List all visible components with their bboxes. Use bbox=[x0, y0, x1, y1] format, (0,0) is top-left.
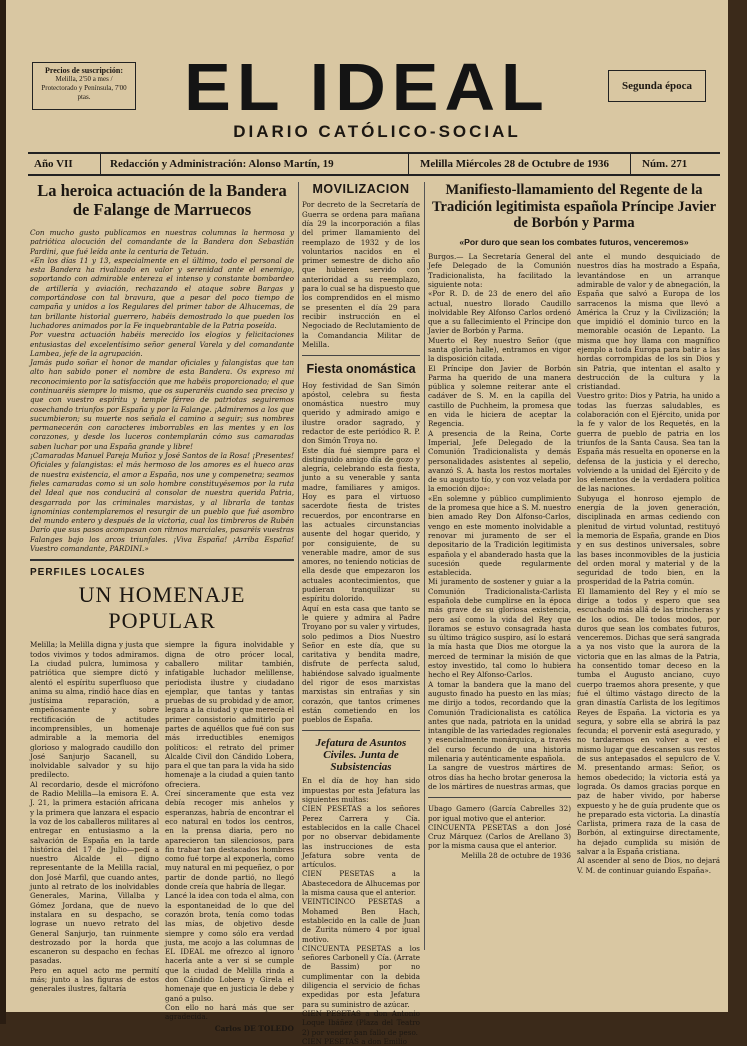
article-divider bbox=[428, 797, 571, 798]
fine-item: CIEN PESETAS a don Antonio Loque Ibáñez (Plaza del Teatro 2) por vender pan fallo de peso. bbox=[302, 1008, 420, 1037]
info-divider bbox=[408, 154, 409, 174]
article-paragraph: Hoy festividad de San Simón apóstol, celebra su fiesta onomástica nuestro muy querido y admirado amigo e ilustre orador sagrado, y redactor de este periódico R. P. don Simón Troya no. bbox=[302, 380, 420, 446]
newspaper-title: EL IDEAL bbox=[184, 49, 550, 125]
headline-manifiesto: Manifiesto-llamamiento del Regente de la Tradición legitimista española Príncipe Javier de Borbón y Parma bbox=[431, 182, 717, 232]
article-paragraph: ¡Camaradas Manuel Pareja Muñoz y José Santos de la Rosa! ¡Presentes! Oficiales y falangistas: el más hermoso de los amores es el hueco aras de nuestra existencia, el amor a España, nos une y compenetra; seamos fieles camaradas como si un solo hombre constituyésemos por la ruta del Ideal que nos conducirá al consolar de nuestra querida Patria, desgarrada por las criminales marxistas, y al librarla de tantas ignominias contemplaremos el resurgir de un pueblo que fué asombro del mundo entero y después de la victoria, cual los timbreros de Rubén Darío que sus pasos acompasan con ritmos marciales, pasaréis vuestras Falanges bajo los arcos triunfales. ¡Viva España! ¡Arriba España! Vuestro comandante, PARDINI.» bbox=[30, 451, 294, 554]
subscription-box bbox=[32, 62, 136, 110]
article-paragraph: Creí sinceramente que esta vez debía recoger mis anhelos y esperanzas, habría de encontrar el eco natural en todos los centros, en la prensa diaria, pero no aparecieron tan silenciosos, para fin trabar tan destacados hombres como fué torpe al exponerla, como muy natural en mi pequeñez, o por partir de donde partió, no llegó donde creía que habría de llegar. bbox=[165, 789, 294, 892]
manifiesto-columns bbox=[428, 252, 720, 875]
column-rule bbox=[424, 182, 425, 950]
fine-item: CINCUENTA PESETAS a los señores Carbonell y Cía. (Arrate de Bassim) por no cumplimentar con la debida diligencia el servicio de fichas expedidas por esta Jefatura para su suministro de azúcar. bbox=[302, 943, 420, 1009]
article-paragraph: El Príncipe don Javier de Borbón Parma ha querido de una manera pública y solemne reiterar ante el cadáver de S. M. en la capilla del castillo de Puchheim, la promesa que en vida le hiciera de aceptar la Regencia. bbox=[428, 363, 571, 429]
article-paragraph: Al recordario, desde el micrófono de Radio Melilla—la emisora E. A. J. 21, la primera estación africana y la primera que lanzara el espacio la voz de los caballeros militares al entregar en entusiasmo a la salvación de España en la tarde histórica del 17 de Julio—pedí a nuestro Alcalde el digno representante de la Melilla racial, don José Marfil, que cuando antes, junto al retrato de los inolvidables Generales, Marina, Villalba y Gómez Jordana, que de nuevo instalara en su despacho, se lograse un nuevo retrato del General Sanjurjo, tan ruinmente destrozado por la horda que escaneron su despacho en fechas pasadas. bbox=[30, 779, 159, 966]
article-paragraph: La sangre de vuestros mártires de otros días ha hecho brotar generosa la de los mártires de nuestras armas, que bbox=[428, 763, 571, 791]
article-paragraph: En el día de hoy han sido impuestas por esta Jefatura las siguientes multas: bbox=[302, 776, 420, 805]
fine-item: CIEN PESETAS a don Emilio bbox=[302, 1036, 407, 1046]
article-paragraph: Mi juramento de sostener y guiar a la Comunión Tradicionalista-Carlista española debe cumplirse en la época más grave de su gloriosa existencia, pero así como la vida del Rey que lloramos se estuvo consagrada hasta su último trágico suspiro, así lo estará la mía hasta que Dios me otorgue la merced de terminar la misión de que estoy investido, tal como lo hubiera hecho el Rey Alfonso-Carlos. bbox=[428, 577, 571, 680]
article-paragraph: Al ascender al seno de Dios, no dejará V. M. de continuar guiando España». bbox=[577, 856, 720, 875]
info-bar bbox=[28, 152, 720, 176]
column-right bbox=[428, 182, 720, 952]
subscription-title: Precios de suscripción: bbox=[44, 66, 124, 75]
issue-number: Núm. 271 bbox=[642, 158, 688, 170]
newspaper-subtitle: DIARIO CATÓLICO-SOCIAL bbox=[233, 122, 521, 141]
article-paragraph: siempre la figura inolvidable y digna de otro prócer local, caballero militar también, infatigable luchador melillense, periodista ilustre y ciudadano ejemplar, que tantas y tantas pruebas de su probidad y de amor, legara a la ciudad y que merecía el primer consistorio admitirlo por partes de aquéllos que fué con sus más irreductibles enemigos políticos: el retrato del primer Alcalde Civil don Cándido Lobera, para el que tan para la vida ha sido homenaje a la ciudad a quien tanto ofreciera. bbox=[165, 640, 294, 789]
fine-item: CINCUENTA PESETAS a don José Cruz Márquez (Carlos de Arellano 3) por la misma causa que el anterior. bbox=[428, 822, 571, 851]
article-paragraph: El llamamiento del Rey y el mío se dirige a todos y espero que sea escuchado más allá de las trincheras y de los odios. De todos modos, por duros que sean los combates futuros, venceremos. Dichas que será sangrada a ya nos visto que la aurora de la victoria que en las almas de la Patria, ha consentido tomar deceso en la tumba el Augusto anciano, cuyo cuerpo traemos ahora presente, y que fué el último vástago directo de la gran dinastía Carlista de los legítimos Reyes de España. La victoria es ya segura, y sobre ella se abrirá la paz fecunda; el porvenir está asegurado, y no tardaremos en volver a ver el mismo lugar que descansen sus restos de sus antepasados el sepulcro de V. M. presentando armas: Señor, os hemos obedecido; la victoria está ya lograda. Os damos gracias porque en paz de haber vivido, por haberse expuesto y he de guía prudente que os he preparado esta victoria. La dinastía Carlista, primera raza de la casa de Borbón, al extinguirse directamente, ha dejado cumplida su misión de salvar a la España cristiana. bbox=[577, 586, 720, 857]
article-paragraph: Subyuga el honroso ejemplo de energía de la joven generación, disciplinada en armas cediendo con plenitud de virtud voluntad, restituyó la memoria de España, grande en Dios y en sus destinos universales, sobre las bases inconmovibles de la justicia del orden moral y material y de la seguridad de todo bien, en la prosperidad de la Patria común. bbox=[577, 493, 720, 587]
article-paragraph: Pero en aquel acto me permití más; junto a las figuras de estos generales ilustres, faltaría bbox=[30, 965, 159, 994]
info-divider bbox=[100, 154, 101, 174]
article-paragraph: Melilla; la Melilla digna y justa que todos vivimos y todos admiramos. La ciudad pulcra, lumimosa y patriótica que siempre dictó y alentó el espíritu superfluoso que anima su alma, rindió hace días en justísima reparación, a empeñosamente y sobre rectificación de actitudes incomprensibles, un homenaje admirable a la memoria del glorioso y malogrado caudillo don José Sanjurjo Sacanell, su inolvidable salvador y su hijo predilecto. bbox=[30, 640, 159, 780]
article-paragraph: Con ello no hará más que ser agradecida. bbox=[165, 1002, 294, 1022]
article-paragraph: Aquí en esta casa que tanto se le quiere y admira al Padre Troyano por su valer y virtudes, solo pedimos a Dios Nuestro Señor en este día, que su caritativa y bendita madre, disfrute de perfecta salud, habiéndose salvado igualmente del rigor de esos marxistas marxistas sin entrañas y sin corazón, que tantos crímenes están cometiendo en los pueblos de España. bbox=[302, 603, 420, 725]
fine-item: Ubago Gamero (García Cabrelles 32) por igual motivo que el anterior. bbox=[428, 804, 571, 823]
article-paragraph: Jamás pudo soñar el honor de mandar oficiales y falangistas que tan alto han sabido poner el nombre de esta Bandera. Os expreso mi reconocimiento por la satisfacción que me habéis proporcionado; el que continuaréis siempre lo mismo, que os superaréis cuando sea preciso y que con vuestro espíritu y temple férreo de patriotas seguiremos cosechando triunfos por España y por la Falange. ¡Admiremos a los que sucumbieron; su muerte nos señala el camino a seguir; sus nombres permanecerán con caracteres imborrables en las mentes y en los corazones, y desde los luceros contemplarán cómo sus camaradas saben luchar por una España grande y libre! bbox=[30, 358, 294, 451]
article-paragraph: Por decreto de la Secretaría de Guerra se ordena para mañana día 29 la incorporación a filas del primer llamamiento del reemplazo de 1932 y de los voluntarios nacidos en el primer semestre de dicho año que hubieren servido con anterioridad a su reemplazo, para lo cual se ha dispuesto que los comprendidos en el mismo se presenten el día 29 para recibir instrucción en el Negociado de Reclutamiento de la Comandancia Militar de Melilla. bbox=[302, 200, 420, 349]
subscription-text: Melilla, 2'50 a mes / Protectorado y Península, 7'00 ptas. bbox=[41, 75, 127, 101]
headline-jefatura: Jefatura de Asuntos Civiles. Junta de Subsistencias bbox=[315, 737, 407, 774]
article-paragraph: A tomar la bandera que la mano del augusto finado ha puesto en las mías; me dirijo a todos, recordando que la Comunión Tradicionalista es católica antes que nada, patriota en la unidad intangible de las variedades regionales y esencialmente monárquica, a través del curso fecundo de una historia milenaria y auténticamente española. bbox=[428, 679, 571, 764]
column-rule bbox=[298, 182, 299, 950]
address-label: Redacción y Administración: Alonso Martín, 19 bbox=[110, 158, 334, 170]
headline-fiesta: Fiesta onomástica bbox=[306, 362, 416, 377]
article-paragraph: Este día fué siempre para el distinguido amigo día de gozo y alegría, celebrando esta fiesta, junto a su venerable y santa madre, familiares y amigos. Hoy es para el virtuoso sacerdote fiesta de tristes recuerdos, por encontrarse en las actuales circunstancias ausente del hogar querido, y por consiguiente, de su venerable madre, amor de sus amores, no teniendo noticias de ella desde que empezaron los actuales acontecimientos, que pudieran tranquilizar su espíritu dolorido. bbox=[302, 445, 420, 604]
article-divider bbox=[302, 355, 420, 356]
fine-item: VEINTICINCO PESETAS a Mohamed Ben Hach, establecido en la calle de Juan de Zurita número 4 por igual motivo. bbox=[302, 897, 420, 944]
dateline: Melilla 28 de octubre de 1936 bbox=[461, 850, 571, 860]
article-paragraph: Por vuestra actuación habéis merecido los elogios y felicitaciones entusiastas del excelentísimo señor general Varela y del comandante Lambea, jefe de la agrupación. bbox=[30, 330, 294, 358]
column-left bbox=[30, 181, 294, 1033]
article-paragraph: «En los días 11 y 13, especialmente en el último, todo el personal de esta Bandera ha rivalizado en valor y serenidad ante el enemigo, soportando con admirable entereza el intenso y constante bombardeo de artillería y aviación, rechazando el ataque sobre Bargas y comportándose con tal bravura, que a pesar del poco tiempo de campaña y unidos a los Regulares del primer tabor de Alhucemas, de tan brillante historial guerrero, habéis demostrado lo que pueden los luchadores animados por la Fe inquebrantable de la Patria poseída. bbox=[30, 255, 294, 330]
article-paragraph: «Por R. D. de 23 de enero del año actual, nuestro llorado Caudillo inolvidable Rey Alfonso Carlos ordenó que a su fallecimiento el Príncipe don Javier de Borbón y Parma. bbox=[428, 289, 571, 336]
article-paragraph: Lancé la idea con toda el alma, con la espontaneidad de lo que del corazón brota, tenía como todas las mías, de objetivo desde siempre y como sólo era verdad justa, me acojo a las columnas de EL IDEAL me ofrezco al ignoro hacerla ante a ver si se cumple que la ciudad de Melilla rinda a don Cándido Lobera y Girela el homenaje que en justicia le debe y ganó a pulso. bbox=[165, 891, 294, 1003]
article-paragraph: ante el mundo desquiciado de nuestros días ha mostrado a España, levantándose en un arranque admirable de valor y de abnegación, la España que salvó a Europa de los sarracenos la misma que llevó a América la Cruz y la Civilización; la que impidió el dominio turco en la memorable ocasión de Lepanto. La misma que hoy llama con magnífico ejemplo a toda Europa para batir a las hordas corrompidas de los sin Dios y sin Patria, que intentan el asalto y destrucción de la cultura y la cristiandad. bbox=[577, 252, 720, 392]
fine-item: CIEN PESETAS a los señores Perez Carrera y Cía. establecidos en la calle Chacel por no observar debidamente las instrucciones de esta Jefatura sobre venta de artículos. bbox=[302, 804, 420, 870]
date-label: Melilla Miércoles 28 de Octubre de 1936 bbox=[420, 158, 609, 170]
info-divider bbox=[630, 154, 631, 174]
manifiesto-subhead: «Por duro que sean los combates futuros, venceremos» bbox=[459, 237, 689, 248]
article-paragraph: Burgos.— La Secretaría General del Jefe Delegado de la Comunión Tradicionalista, ha facilitado la siguiente nota: bbox=[428, 252, 571, 289]
headline-falange: La heroica actuación de la Bandera de Falange de Marruecos bbox=[37, 181, 287, 219]
column-middle bbox=[302, 182, 420, 1046]
article-intro: Con mucho gusto publicamos en nuestras columnas la hermosa y patriótica alocución del comandante de la Bandera don Sebastián Pardini, que fué leída ante la centuria de Tetuán. bbox=[30, 227, 294, 256]
article-paragraph: «En solemne y público cumplimiento de la promesa que hice a S. M. nuestro bien amado Rey Don Alfonso-Carlos, vengo en este momento inolvidable a renovar mi juramento de ser el depositario de la Tradición legitimista española y el abanderado hasta que la sucesión quede regularmente establecida. bbox=[428, 493, 571, 578]
edition-box: Segunda época bbox=[608, 70, 706, 102]
fine-item: CIEN PESETAS a la Abastecedora de Alhucemas por la misma causa que el anterior. bbox=[302, 869, 420, 898]
article-divider bbox=[302, 730, 420, 731]
masthead bbox=[22, 49, 722, 150]
section-divider bbox=[30, 559, 294, 561]
article-paragraph: Muerto el Rey nuestro Señor (que santa gloria halle), entramos en vigor la disposición citada. bbox=[428, 335, 571, 364]
section-label: PERFILES LOCALES bbox=[30, 567, 146, 579]
article-paragraph: Vuestro grito: Dios y Patria, ha unido a todas las fuerzas saludables, es colaboración con el Ejército, unida por la fe y valor de los Requetés, en la guerra de pueblo de patria en los triunfos de la Santa Causa. Sea tan la España más resuelta en oponerse en la defensa de la justicia y el derecho, volviendo a la unidad del Ejército y de los elementos de la verdadera política de las naciones. bbox=[577, 391, 720, 494]
author-signature: Carlos DE TOLEDO bbox=[214, 1023, 294, 1033]
headline-movilizacion: MOVILIZACION bbox=[312, 182, 410, 196]
article-paragraph: A presencia de la Reina, Corte Imperial, Jefe Delegado de la Comunión Tradicionalista y demás personalidades asistentes al sepelio, avanzó S. A. hasta los restos mortales de su augusto tío, y con voz velada por la emoción dijo»: bbox=[428, 428, 571, 494]
headline-homenaje: UN HOMENAJE POPULAR bbox=[78, 582, 246, 634]
year-label: Año VII bbox=[34, 158, 73, 170]
homenaje-columns bbox=[30, 640, 294, 1032]
